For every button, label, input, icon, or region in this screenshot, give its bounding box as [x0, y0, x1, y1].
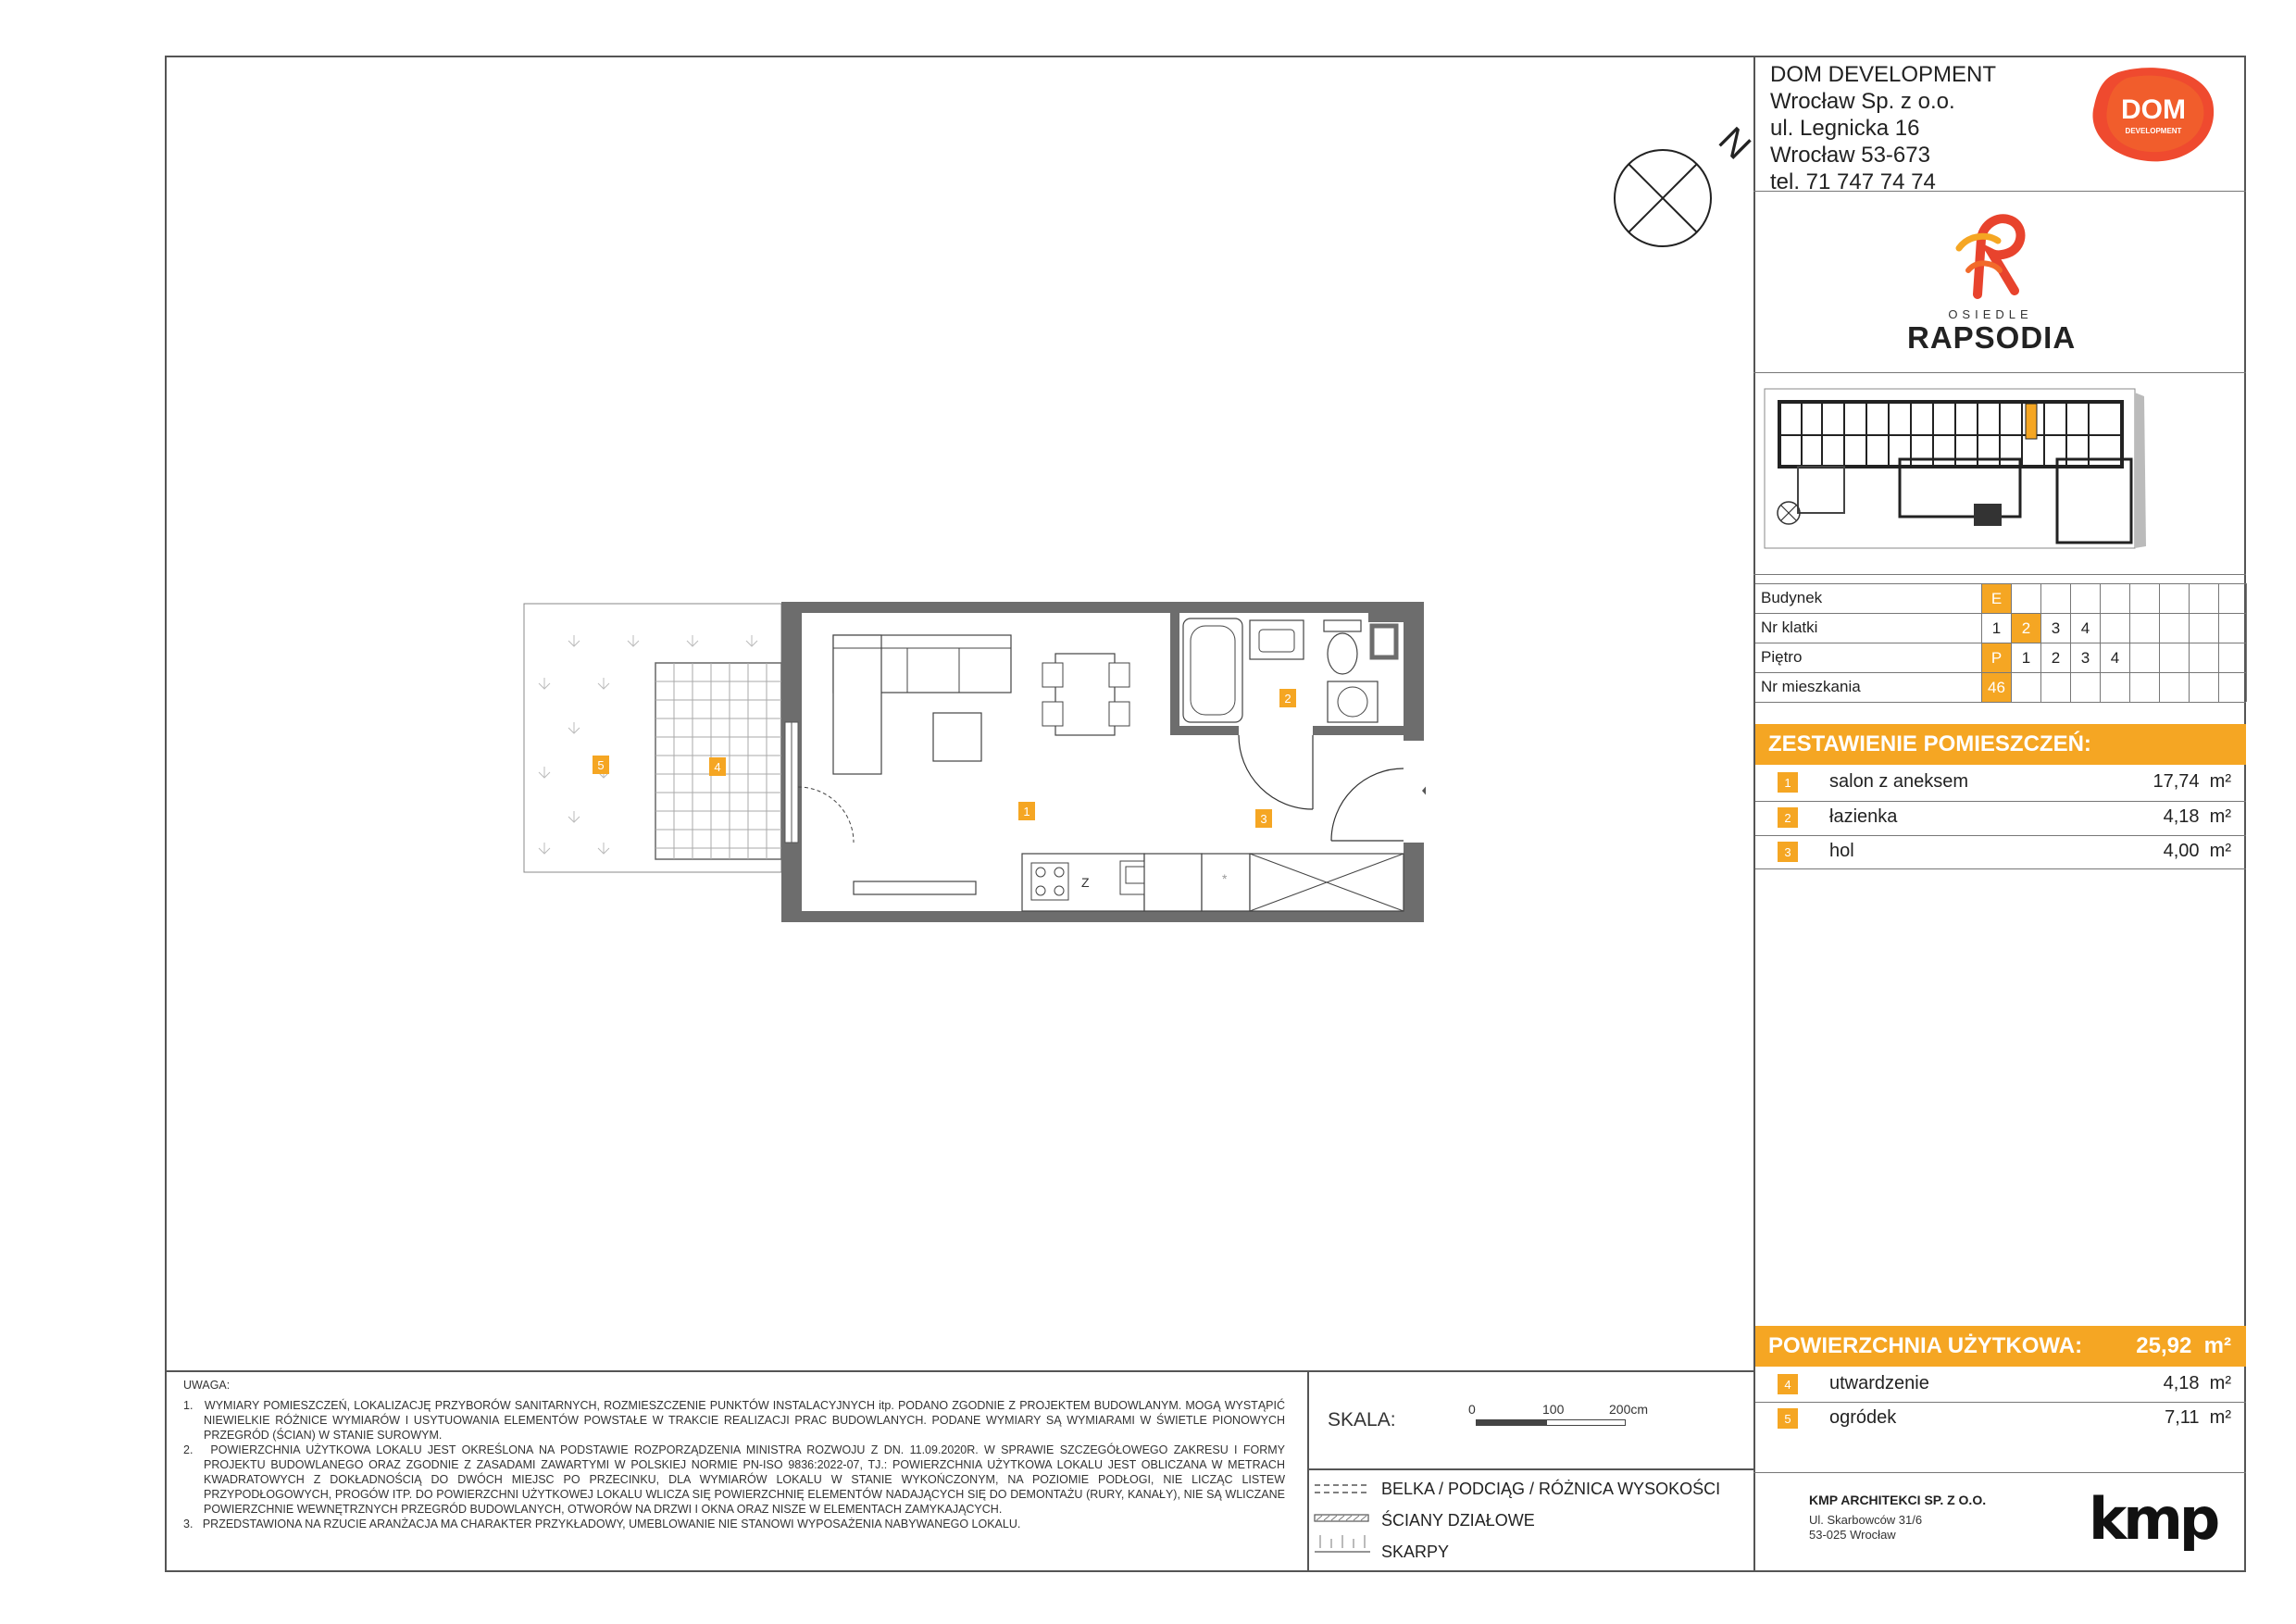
company-line2: Wrocław Sp. z o.o. [1770, 89, 1955, 114]
company-address [1770, 61, 1996, 195]
room-area: 4,18 m² [2163, 806, 2231, 827]
extra-area-row [1755, 1403, 2246, 1436]
svg-text:DEVELOPMENT: DEVELOPMENT [2125, 127, 2182, 135]
floor-option: 2 [2051, 648, 2061, 667]
notes-title: UWAGA: [183, 1379, 231, 1392]
area-number: 5 [1778, 1408, 1798, 1429]
extra-area-row [1755, 1368, 2246, 1402]
floor-label: Piętro [1761, 648, 1803, 666]
scale-label: SKALA: [1328, 1409, 1396, 1430]
rapsodia-name: RAPSODIA [1907, 320, 2077, 355]
compass-north-label: N [1710, 119, 1755, 168]
company-city: Wrocław 53-673 [1770, 143, 1930, 168]
note-item: 2. POWIERZCHNIA UŻYTKOWA LOKALU JEST OKREŚLONA NA PODSTAWIE ROZPORZĄDZENIA MINISTRA ROZWOJU Z DN. 11.09.2020R. W SPRAWIE SZCZEGÓŁOWEGO ZAKRESU I FORMY PROJEKTU BUDOWLANEGO ORAZ ZGODNIE Z ZASADAMI ZAWARTYMI W POLSKIEJ NORMIE PN-ISO 9836:2022-07, TJ.: POWIERZCHNIA UŻYTKOWA LOKALU JEST OBLICZANA W METRACH KWADRATOWYCH Z DOKŁADNOŚCIĄ DO DWÓCH MIEJSC PO PRZECINKU, DLA WYMIARÓW LOKALU W STANIE WYKOŃCZONYM, NA POZIOMIE PODŁOGI, NIE LICZĄC LISTEW PRZYPODŁOGOWYCH, PROGÓW ITP. DO POWIERZCHNI UŻYTKOWEJ LOKALU WLICZA SIĘ POWIERZCHNIĘ ELEMENTÓW NADAJĄCYCH SIĘ DO DEMONTAŻU (RURY, KANAŁY), NIE SĄ WLICZANE POWIERZCHNIE WEWNĘTRZNYCH PRZEGRÓD BUDOWLANYCH, OTWORÓW NA DRZWI I OKNA ORAZ NISZE W ELEMENTACH ZAMYKAJĄCYCH. [183, 1443, 1285, 1516]
room-name: hol [1829, 841, 1854, 861]
svg-text:3: 3 [1260, 812, 1267, 826]
room-number: 2 [1778, 807, 1798, 828]
room-number: 1 [1778, 772, 1798, 793]
floor-option-selected: P [1982, 643, 2011, 672]
svg-text:5: 5 [597, 758, 605, 772]
apartment-value: 46 [1982, 673, 2011, 702]
scale-bar-dark [1476, 1419, 1546, 1426]
rooms-header: ZESTAWIENIE POMIESZCZEŃ: [1755, 724, 2246, 765]
room-area: 17,74 m² [2152, 771, 2231, 792]
staircase-label: Nr klatki [1761, 618, 1818, 636]
note-item: 3. PRZEDSTAWIONA NA RZUCIE ARANŻACJA MA CHARAKTER PRZYKŁADOWY, UMEBLOWANIE NIE STANOWI WYPOSAŻENIA NABYWANEGO LOKALU. [183, 1518, 1021, 1530]
svg-text:1: 1 [1023, 805, 1030, 818]
building-label: Budynek [1761, 589, 1823, 606]
scale-bar-light [1546, 1419, 1626, 1426]
architect-city: 53-025 Wrocław [1809, 1528, 1896, 1542]
room-row [1755, 767, 2246, 800]
svg-text:DOM: DOM [2121, 94, 2186, 125]
room-name: salon z aneksem [1829, 771, 1969, 792]
svg-text:4: 4 [714, 760, 721, 774]
area-name: utwardzenie [1829, 1373, 1929, 1393]
usable-area-label: POWIERZCHNIA UŻYTKOWA: [1768, 1333, 2083, 1358]
legend-partition-walls: ŚCIANY DZIAŁOWE [1381, 1511, 1535, 1530]
building-value: E [1982, 584, 2011, 613]
apartment-label: Nr mieszkania [1761, 678, 1861, 695]
scale-tick-200: 200cm [1609, 1402, 1649, 1417]
notes [183, 1378, 1285, 1531]
building-key-plan [1761, 383, 2240, 559]
staircase-option-selected: 2 [2012, 614, 2040, 643]
room-area: 4,00 m² [2163, 841, 2231, 861]
area-value: 7,11 m² [2165, 1407, 2231, 1428]
svg-text:*: * [1222, 871, 1228, 886]
scale-tick-100: 100 [1542, 1402, 1565, 1417]
legend-beam: BELKA / PODCIĄG / RÓŻNICA WYSOKOŚCI [1381, 1480, 1721, 1498]
compass [1607, 106, 1755, 254]
kmp-logo: kmp [2089, 1485, 2217, 1553]
room-number: 3 [1778, 842, 1798, 862]
fridge-mark: Z [1081, 875, 1090, 890]
floor-plan [518, 593, 1426, 926]
svg-text:2: 2 [1284, 692, 1292, 706]
floor-option: 1 [2021, 648, 2031, 667]
room-name: łazienka [1829, 806, 1898, 827]
area-name: ogródek [1829, 1407, 1897, 1428]
architect-name: KMP ARCHITEKCI SP. Z O.O. [1809, 1493, 1987, 1507]
rapsodia-prefix: OSIEDLE [1948, 307, 2033, 321]
staircase-option: 3 [2051, 618, 2061, 637]
usable-area-band [1755, 1326, 2246, 1367]
room-row [1755, 802, 2246, 835]
rapsodia-logo-mark [1950, 211, 2033, 304]
legend-reveals: SKARPY [1381, 1543, 1450, 1561]
scale-tick-0: 0 [1468, 1402, 1476, 1417]
floor-option: 3 [2080, 648, 2090, 667]
legend-divider [1307, 1468, 1755, 1470]
floor-option: 4 [2110, 648, 2120, 667]
note-item: 1. WYMIARY POMIESZCZEŃ, LOKALIZACJĘ PRZYBORÓW SANITARNYCH, ROZMIESZCZENIE PUNKTÓW INSTALACYJNYCH itp. PODANO ZGODNIE Z PROJEKTEM BUDOWLANYM. MOGĄ WYSTĄPIĆ NIEWIELKIE RÓŻNICE WYMIARÓW I USYTUOWANIA ELEMENTÓW POWSTAŁE W TRAKCIE REALIZACJI PRAC BUDOWLANYCH. PODANE WYMIARY SĄ WYMIARAMI W ŚWIETLE PIONOWYCH PRZEGRÓD (ŚCIAN) W STANIE SUROWYM. [183, 1399, 1285, 1442]
room-row [1755, 836, 2246, 869]
company-phone: tel. 71 747 74 74 [1770, 169, 1936, 194]
company-street: ul. Legnicka 16 [1770, 116, 1920, 141]
staircase-option: 4 [2080, 618, 2090, 637]
company-name: DOM DEVELOPMENT [1770, 62, 1997, 87]
area-value: 4,18 m² [2163, 1373, 2231, 1393]
dom-development-logo [2090, 65, 2216, 167]
staircase-option: 1 [1991, 618, 2002, 637]
architect-street: Ul. Skarbowców 31/6 [1809, 1513, 1923, 1527]
area-number: 4 [1778, 1374, 1798, 1394]
scale-divider [1307, 1370, 1309, 1572]
notes-divider [165, 1370, 1755, 1372]
usable-area-value: 25,92 m² [2136, 1333, 2231, 1358]
